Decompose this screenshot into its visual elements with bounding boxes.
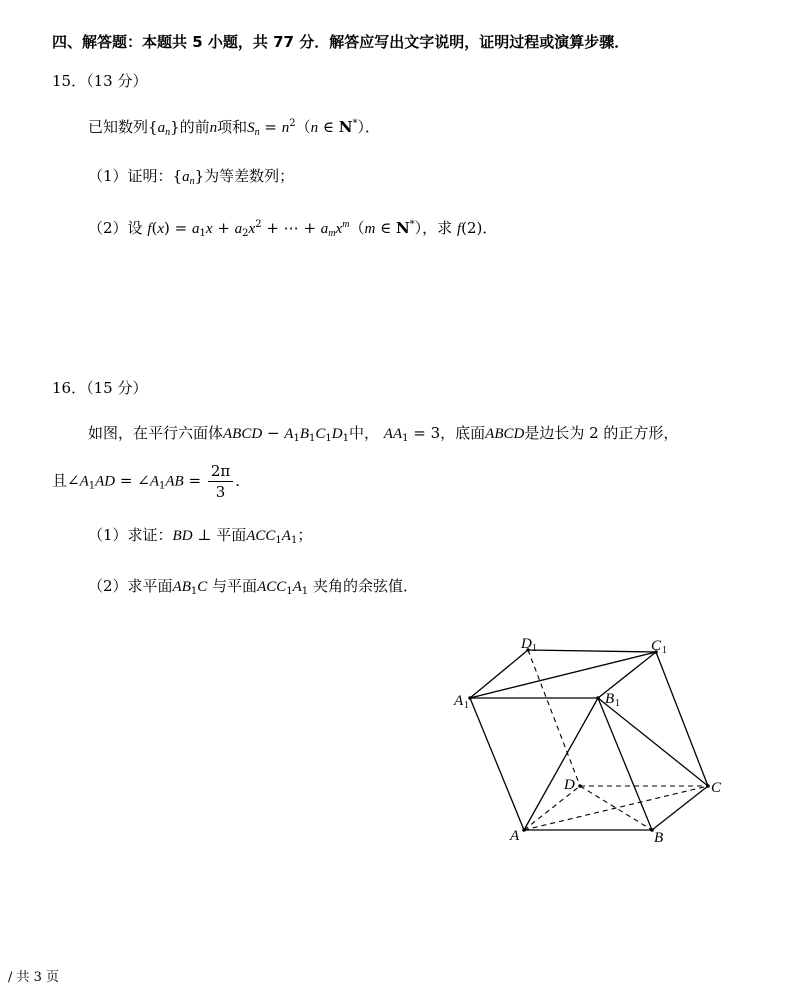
q15-intro-pre: 已知数列: [88, 118, 149, 136]
q16-line1-post: 是边长为 2 的正方形，: [524, 424, 679, 442]
q16-part1: （1）求证：BD ⊥ 平面$ACC_1A_1$；: [88, 526, 313, 546]
edge-D1C1: [528, 650, 656, 652]
label-A1: A: [454, 693, 464, 709]
q15-part1: （1）证明：$\{a_n\}$为等差数列；: [88, 167, 295, 187]
q16-part1-label: （1）求证：: [88, 526, 173, 544]
label-A1-sub: 1: [464, 700, 469, 711]
edge-A1A: [470, 698, 524, 830]
label-B: B: [654, 830, 664, 846]
q16-line2-pre: 且: [52, 471, 68, 490]
q16-part2: （2）求平面$AB_1C$ 与平面$ACC_1A_1$ 夹角的余弦值．: [88, 577, 418, 597]
q15-part2: （2）设 $f(x) = a_1x + a_2x^2$ + ⋯ + $a_mx^m(m$ ∈ N*），求 f(2)．: [88, 219, 498, 239]
seg-AB1: [524, 698, 598, 830]
label-A: A: [510, 828, 520, 844]
q15-part2-label: （2）设: [88, 219, 143, 237]
q16-part1-mid: 平面: [216, 526, 247, 544]
label-B1: B: [605, 691, 615, 707]
q16-part2-mid: 与平面: [212, 577, 258, 595]
hidden-edge-D1D: [528, 650, 580, 786]
q16-number: 16．（15 分）: [52, 379, 148, 397]
q16-line2: 且$\angle A_1AD$ = $\angle A_1AB$ = $\frac{2\pi}{3}$ ．: [52, 462, 251, 501]
q15-intro-mid: 的前: [179, 118, 210, 136]
q16-part2-label: （2）求平面: [88, 577, 173, 595]
q15-intro-n: n: [209, 120, 218, 136]
q16-line1-mid: 中，: [349, 424, 380, 442]
label-D1-sub: 1: [532, 643, 537, 654]
label-B1-sub: 1: [615, 698, 620, 709]
q15-intro: 已知数列$\{a_n\}$的前n项和$S_n = n^2(n$ ∈ N*）．: [88, 118, 381, 138]
q16-line1: 如图，在平行六面体ABCD − $A_1B_1C_1D_1$中， $AA_1 = 3$，底面ABCD是边长为 2 的正方形，: [88, 424, 679, 444]
q15-part2-post: ，求: [422, 219, 453, 237]
q16-line1-abcd: ABCD: [485, 426, 525, 442]
q16-line1-pre: 如图，在平行六面体: [88, 424, 224, 442]
label-C: C: [711, 780, 722, 796]
q15-part1-label: （1）证明：: [88, 167, 173, 185]
q16-part2-post: 夹角的余弦值．: [312, 577, 418, 595]
section-header: 四、解答题：本题共 5 小题，共 77 分．解答应写出文字说明，证明过程或演算步骤．: [52, 33, 630, 51]
q15-intro-post: 项和: [217, 118, 248, 136]
fraction-denominator: 3: [215, 483, 226, 501]
edge-BC: [652, 786, 708, 830]
page-footer: / 共 3 页: [8, 970, 60, 985]
q15-number: 15．（13 分）: [52, 72, 148, 90]
q15-part1-post: 为等差数列；: [204, 167, 295, 185]
q16-line1-aa: ，底面: [440, 424, 486, 442]
label-C1-sub: 1: [662, 645, 667, 656]
label-D: D: [564, 777, 575, 793]
fraction-numerator: 2π: [208, 462, 233, 482]
label-C1: C: [651, 638, 662, 654]
label-D1: D: [521, 636, 532, 652]
